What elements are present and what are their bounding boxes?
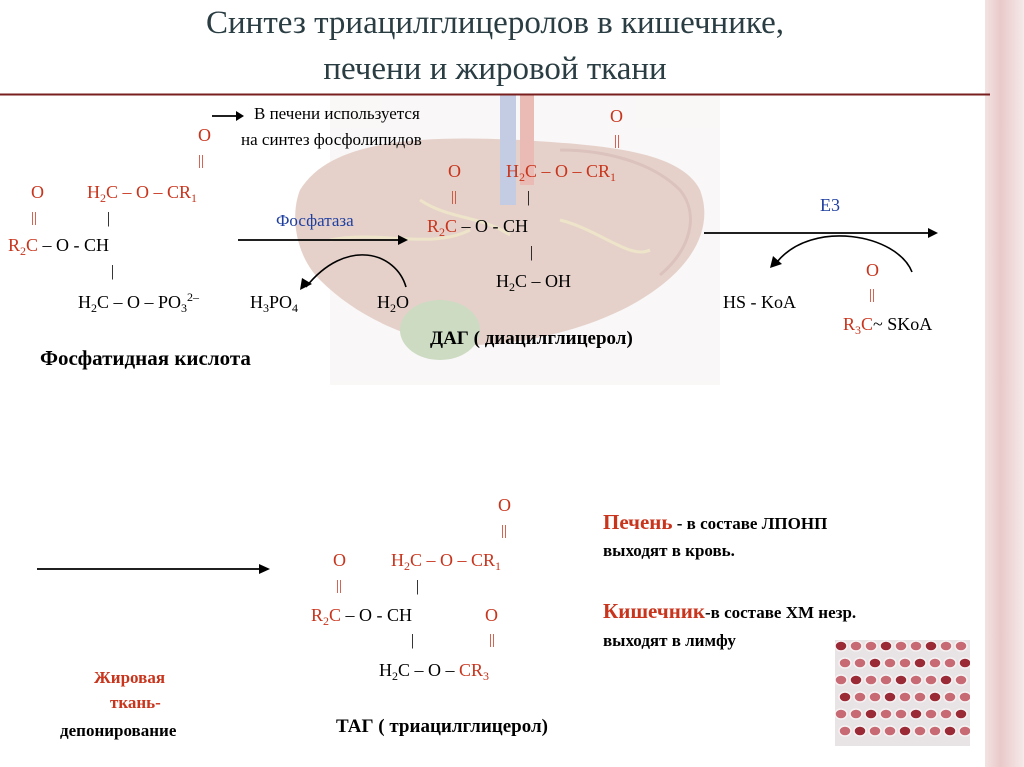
test-tube	[869, 692, 881, 702]
enzyme-phosphatase: Фосфатаза	[276, 211, 354, 230]
adipose-line2: ткань-	[110, 693, 161, 712]
e3-reaction-arrows	[702, 224, 942, 276]
test-tube	[914, 658, 926, 668]
dag-name: ДАГ ( диацилглицерол)	[430, 328, 633, 349]
pa-bond-1: |	[107, 210, 111, 227]
hs-koa: HS - KoA	[723, 292, 797, 312]
test-tubes-photo	[835, 640, 970, 746]
dag-double-bond-top: ||	[614, 133, 621, 149]
test-tube	[959, 658, 970, 668]
page-title-line1: Синтез триацилглицеролов в кишечнике,	[206, 5, 784, 41]
test-tube	[910, 641, 922, 651]
test-tube	[854, 726, 866, 736]
test-tube	[914, 692, 926, 702]
test-tube	[955, 641, 967, 651]
note-line1: В печени используется	[254, 104, 420, 123]
test-tube	[854, 658, 866, 668]
tag-bond-1: |	[416, 578, 420, 595]
pa-h2c-row: $H_2C$ – O – $CR_1$	[87, 182, 198, 205]
dag-double-bond-left: ||	[451, 189, 458, 205]
dag-o-top: O	[610, 106, 623, 126]
test-tube	[959, 726, 970, 736]
dag-r2c-row: $R_2C$ – O - CH	[427, 216, 529, 239]
pa-bond-2: |	[111, 263, 115, 280]
pa-o-left: O	[31, 182, 44, 202]
test-tube	[895, 675, 907, 685]
tag-name: ТАГ ( триацилглицерол)	[336, 716, 548, 737]
test-tube	[929, 692, 941, 702]
test-tube	[880, 675, 892, 685]
test-tube	[835, 675, 847, 685]
test-tube	[854, 692, 866, 702]
test-tube	[940, 675, 952, 685]
fate-intestine-line2: выходят в лимфу	[603, 631, 736, 650]
test-tube	[955, 675, 967, 685]
tag-double-bond-top: ||	[501, 523, 508, 539]
fate-liver-line2: выходят в кровь.	[603, 541, 735, 560]
tag-double-bond-right: ||	[489, 632, 496, 648]
note-arrow-icon	[212, 110, 244, 122]
test-tube	[899, 692, 911, 702]
adipose-line3: депонирование	[60, 721, 177, 740]
test-tube	[925, 675, 937, 685]
acyl-coa-double-bond: ||	[869, 287, 876, 303]
acyl-coa-o: O	[866, 260, 879, 280]
phosphate-product: $H_3PO_4$	[250, 292, 299, 315]
test-tube	[884, 658, 896, 668]
tag-o-top: O	[498, 495, 511, 515]
note-line2: на синтез фосфолипидов	[241, 130, 422, 149]
tag-bottom-row: $H_2C$ – O – $CR_3$	[379, 660, 490, 683]
dag-h2c-row: $H_2C$ – O – $CR_1$	[506, 161, 617, 184]
enzyme-e3: E3	[820, 195, 840, 215]
test-tube	[944, 658, 956, 668]
test-tube	[910, 675, 922, 685]
test-tube	[929, 658, 941, 668]
tag-bond-2: |	[411, 632, 415, 649]
test-tube	[869, 658, 881, 668]
test-tube	[865, 709, 877, 719]
test-tube	[910, 709, 922, 719]
test-tube	[955, 709, 967, 719]
test-tube	[914, 726, 926, 736]
dag-bond-1: |	[527, 189, 531, 206]
fate-intestine-line1: Кишечник-в составе ХМ незр.	[603, 599, 857, 623]
test-tube	[940, 709, 952, 719]
test-tube	[865, 641, 877, 651]
pa-o-top: O	[198, 125, 211, 145]
test-tube	[895, 709, 907, 719]
test-tube	[899, 658, 911, 668]
tag-o-right: O	[485, 605, 498, 625]
tag-o-left: O	[333, 550, 346, 570]
dag-bond-2: |	[530, 244, 534, 261]
test-tube	[944, 692, 956, 702]
pa-double-bond-top: ||	[198, 153, 205, 169]
test-tube	[835, 641, 847, 651]
test-tube	[850, 675, 862, 685]
tag-h2c-row: $H_2C$ – O – $CR_1$	[391, 550, 502, 573]
test-tube	[899, 726, 911, 736]
test-tube	[839, 692, 851, 702]
water-reactant: $H_2O$	[377, 292, 409, 315]
pa-r2c-row: $R_2C$ – O - CH	[8, 235, 110, 258]
test-tube	[929, 726, 941, 736]
pa-bottom-row: $H_2C$ – O – $PO_3^{2-}$	[78, 290, 200, 315]
fate-liver-line1: Печень - в составе ЛПОНП	[603, 510, 828, 534]
test-tube	[850, 709, 862, 719]
test-tube	[865, 675, 877, 685]
dag-bottom-row: $H_2C$ – OH	[496, 271, 572, 294]
test-tube	[884, 692, 896, 702]
test-tube	[940, 641, 952, 651]
test-tube	[895, 641, 907, 651]
test-tube	[850, 641, 862, 651]
test-tube	[884, 726, 896, 736]
pa-name: Фосфатидная кислота	[40, 346, 251, 370]
arrow-to-tag	[37, 562, 272, 576]
test-tube	[925, 709, 937, 719]
acyl-coa: $R_3C\sim$ SKoA	[843, 314, 933, 337]
test-tube	[880, 641, 892, 651]
test-tube	[835, 709, 847, 719]
test-tube	[925, 641, 937, 651]
test-tube	[839, 726, 851, 736]
dag-o-left: O	[448, 161, 461, 181]
test-tube	[959, 692, 970, 702]
pa-double-bond-left: ||	[31, 210, 38, 226]
test-tube	[869, 726, 881, 736]
tag-double-bond-left: ||	[336, 578, 343, 594]
test-tube	[880, 709, 892, 719]
page-title-line2: печени и жировой ткани	[323, 51, 667, 87]
tag-r2c-row: $R_2C$ – O - CH	[311, 605, 413, 628]
title-rule	[0, 93, 990, 96]
test-tube	[944, 726, 956, 736]
adipose-line1: Жировая	[94, 668, 166, 687]
test-tube	[839, 658, 851, 668]
